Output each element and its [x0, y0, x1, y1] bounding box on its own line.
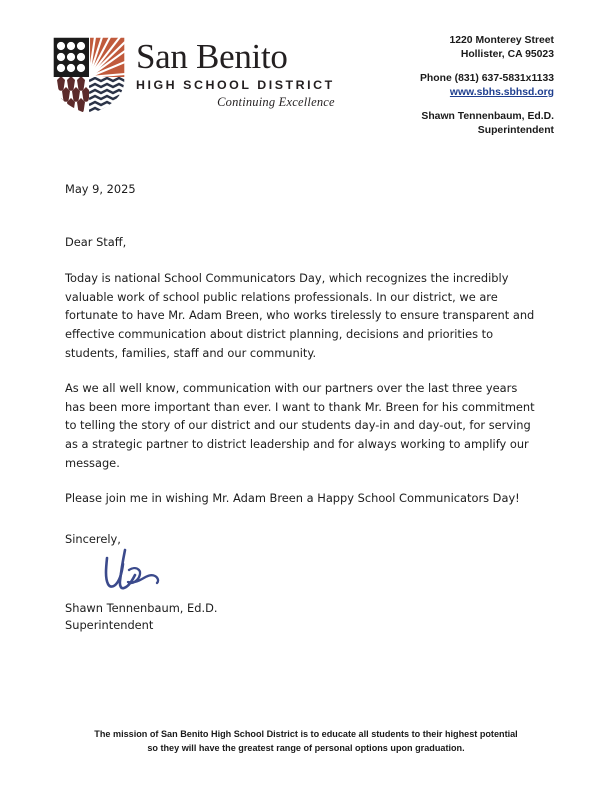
signature-area — [65, 548, 535, 600]
address-website-link[interactable]: www.sbhs.sbhsd.org — [449, 86, 554, 98]
footer-mission-line-1: The mission of San Benito High School District is to educate all students to their highest potential — [94, 729, 518, 739]
san-benito-shield-icon — [52, 36, 126, 116]
address-city-state-zip: Hollister, CA 95023 — [460, 48, 554, 60]
address-group-street — [420, 34, 554, 61]
letter-paragraph: Today is national School Communicators Day, which recognizes the incredibly valuable work of school public relations professionals. In our district, we are fortunate to have Mr. Adam Breen, who works tirelessly to ensure transparent and effective communication about district planning, decisions and priorities to students, families, staff and our community. — [65, 271, 535, 360]
district-wordmark — [136, 36, 335, 110]
signer-name: Shawn Tennenbaum, Ed.D. — [65, 601, 218, 616]
address-contact-name: Shawn Tennenbaum, Ed.D. — [421, 111, 554, 122]
letter-paragraph: As we all well know, communication with our partners over the last three years has been more important than ever. I want to thank Mr. Breen for his commitment to telling the story of our district and our students day-in and day-out, for serving as a strategic partner to district leadership and for always working to amplify our message. — [65, 381, 535, 470]
letter-closing: Sincerely, — [65, 531, 121, 546]
handwritten-signature-icon — [99, 546, 179, 598]
wordmark-subtitle: HIGH SCHOOL DISTRICT — [136, 78, 335, 92]
letterhead — [0, 0, 612, 140]
letter-body — [65, 180, 535, 634]
address-group-superintendent — [420, 110, 554, 137]
address-phone: Phone (831) 637-5831x1133 — [419, 73, 554, 84]
wordmark-name: San Benito — [136, 37, 288, 76]
address-street: 1220 Monterey Street — [449, 35, 554, 46]
letter-salutation: Dear Staff, — [65, 234, 127, 249]
wordmark-tagline: Continuing Excellence — [217, 95, 335, 109]
footer-mission-statement — [0, 728, 612, 755]
address-group-contact — [420, 72, 554, 99]
letterhead-address — [420, 34, 554, 137]
letter-paragraph: Please join me in wishing Mr. Adam Breen a Happy School Communicators Day! — [65, 491, 520, 506]
district-logo — [52, 36, 335, 116]
signer-title: Superintendent — [65, 618, 154, 633]
address-contact-title: Superintendent — [477, 124, 554, 136]
letter-date: May 9, 2025 — [65, 182, 136, 196]
footer-mission-line-2: so they will have the greatest range of personal options upon graduation. — [147, 742, 465, 753]
